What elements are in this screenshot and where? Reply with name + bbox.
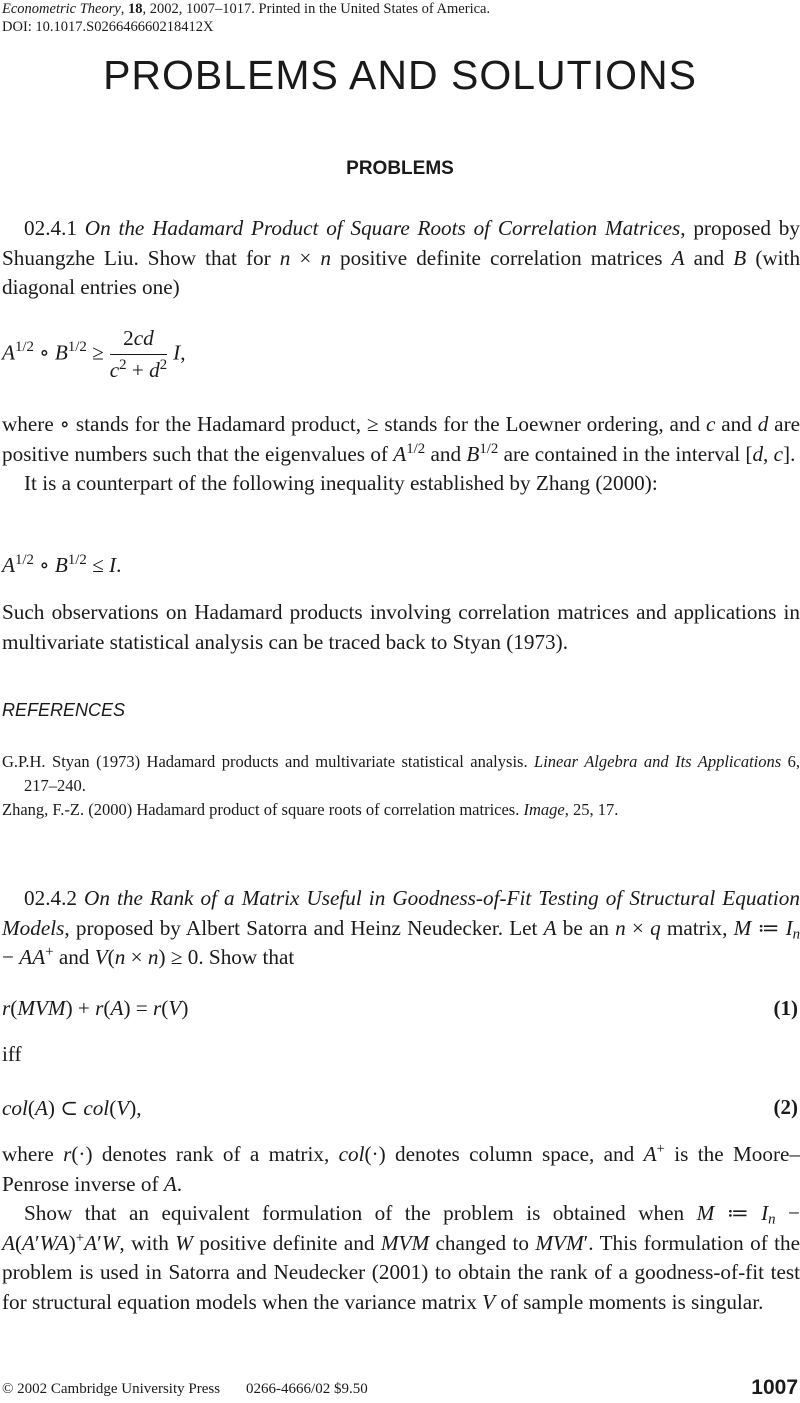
journal-volume: 18 xyxy=(128,1,143,17)
p2-where-c: denotes column space, and xyxy=(395,1142,635,1166)
problem-2-intro-text: , proposed by Albert Satorra and Heinz Neudecker. Let xyxy=(64,915,538,940)
problem-2-intro-text-b: be an xyxy=(562,915,609,940)
equation-upper-bound: $A^{1/2}$ ∘ $B^{1/2} \le I$. xyxy=(2,551,122,577)
iff-text: iff xyxy=(2,1042,22,1066)
equation-lower-bound: $A^{1/2}$ ∘ $B^{1/2}$ ≥ $\frac{2cd}{c^2 + d^2}$ I, xyxy=(2,326,186,382)
p2-show-d: changed to xyxy=(435,1230,529,1255)
problem-1-closing xyxy=(2,598,800,657)
references-heading: REFERENCES xyxy=(2,700,126,720)
equation-1-number: (1) xyxy=(773,996,798,1020)
problem-2-intro: 02.4.2 On the Rank of a Matrix Useful in Goodness-of-Fit Testing of Structural Equation Models, proposed by Albert Satorra and Heinz Neudecker. Let A be an n × q matrix, M ≔ $I_n - AA^+$ and V(n × n) ≥ 0. Show that xyxy=(2,886,800,969)
p2-where-d: is the Moore–Penrose inverse of xyxy=(2,1142,800,1196)
problem-2-where: where r(·) denotes rank of a matrix, col(·) denotes column space, and A+ is the Moore–Penrose inverse of A. Show that an equivalent formulation of the problem is obtained when M ≔ $I_n - A(A'WA)^+A'W$, with W positive definite and MVM changed to MVM′. This formulation of the problem is used in Satorra and Neudecker (2001) to obtain the rank of a goodness-of-fit test for structural equation models when the variance matrix V of sample moments is singular. xyxy=(2,1140,800,1314)
where-text-d: and xyxy=(430,441,462,466)
problem-2-title: On the Rank of a Matrix Useful in Goodness-of-Fit Testing of Structural Equation Models xyxy=(2,886,800,940)
problem-1-intro-text-d: (with diagonal entries one) xyxy=(2,245,800,299)
counterpart-sentence: It is a counterpart of the following inequality established by Zhang (2000): xyxy=(24,471,658,495)
where-text-a: where ∘ stands for the Hadamard product, ≥ stands for the Loewner ordering, and xyxy=(2,412,701,436)
equation-2: col(A) ⊂ col(V), xyxy=(2,1096,142,1120)
problem-1-intro: 02.4.1 On the Hadamard Product of Square Roots of Correlation Matrices, proposed by Shuangzhe Liu. Show that for n × n positive definite correlation matrices A and B (with diagonal entries one) xyxy=(2,216,800,299)
problem-2-number: 02.4.2 xyxy=(24,886,77,910)
running-header: Econometric Theory, 18, 2002, 1007–1017. Printed in the United States of America. xyxy=(2,1,491,17)
p2-show-a: Show that an equivalent formulation of the problem is obtained when xyxy=(24,1201,685,1225)
journal-issue-info: , 2002, 1007–1017. Printed in the United States of America. xyxy=(142,1,491,17)
page-number: 1007 xyxy=(751,1376,798,1399)
reference-item: Zhang, F.-Z. (2000) Hadamard product of square roots of correlation matrices. Image, 25, 17. xyxy=(2,800,619,819)
p2-where-b: denotes rank of a matrix, xyxy=(101,1142,330,1166)
problem-1-where: where ∘ stands for the Hadamard product, ≥ stands for the Loewner ordering, and c and d are positive numbers such that the eigenvalues of $A^{1/2}$ and $B^{1/2}$ are contained in the interval [d, c]. It is a counterpart of the following inequality established by Zhang (2000): xyxy=(2,410,800,499)
footer xyxy=(2,1381,368,1398)
p2-show-b: , with xyxy=(119,1230,169,1255)
p2-where-a: where xyxy=(2,1142,54,1166)
doi-line: DOI: 10.1017.S026646660218412X xyxy=(2,19,214,35)
problem-2-intro-text-e: Show that xyxy=(208,945,295,969)
problem-1-title: On the Hadamard Product of Square Roots of Correlation Matrices xyxy=(84,216,681,240)
copyright: © 2002 Cambridge University Press xyxy=(2,1381,221,1397)
where-text-e: are contained in the interval xyxy=(503,441,741,466)
p2-show-e: This formulation of the problem is used in Satorra and Neudecker (2001) to obtain the rank of a goodness-of-fit test for structural equation models when the variance matrix xyxy=(2,1230,800,1314)
equation-2-number: (2) xyxy=(773,1095,798,1119)
equation-1: r(MVM) + r(A) = r(V) xyxy=(2,996,189,1020)
problem-2-intro-text-d: and xyxy=(58,945,90,969)
problem-1-intro-text-b: positive definite correlation matrices xyxy=(340,245,663,270)
journal-name: Econometric Theory xyxy=(2,1,121,17)
references-list xyxy=(2,750,800,822)
where-text-c: are positive numbers such that the eigenvalues of xyxy=(2,412,800,466)
problem-1-closing-text: Such observations on Hadamard products involving correlation matrices and applications in multivariate statistical analysis can be traced back to Styan (1973). xyxy=(2,600,800,654)
problem-1-intro-text: , proposed by Shuangzhe Liu. Show that for xyxy=(2,216,800,270)
reference-item: G.P.H. Styan (1973) Hadamard products and multivariate statistical analysis. Linear Algebra and Its Applications 6, 217–240. xyxy=(2,752,800,795)
p2-show-c: positive definite and xyxy=(199,1230,375,1255)
problem-1-intro-text-c: and xyxy=(693,245,725,270)
section-heading: PROBLEMS xyxy=(346,158,454,179)
p2-show-f: of sample moments is singular. xyxy=(500,1289,764,1314)
page-title: PROBLEMS AND SOLUTIONS xyxy=(103,52,697,98)
problem-1-number: 02.4.1 xyxy=(24,216,77,240)
issn-price: 0266-4666/02 $9.50 xyxy=(246,1381,368,1397)
problem-2-intro-text-c: matrix, xyxy=(666,915,728,940)
where-text-b: and xyxy=(721,412,752,436)
